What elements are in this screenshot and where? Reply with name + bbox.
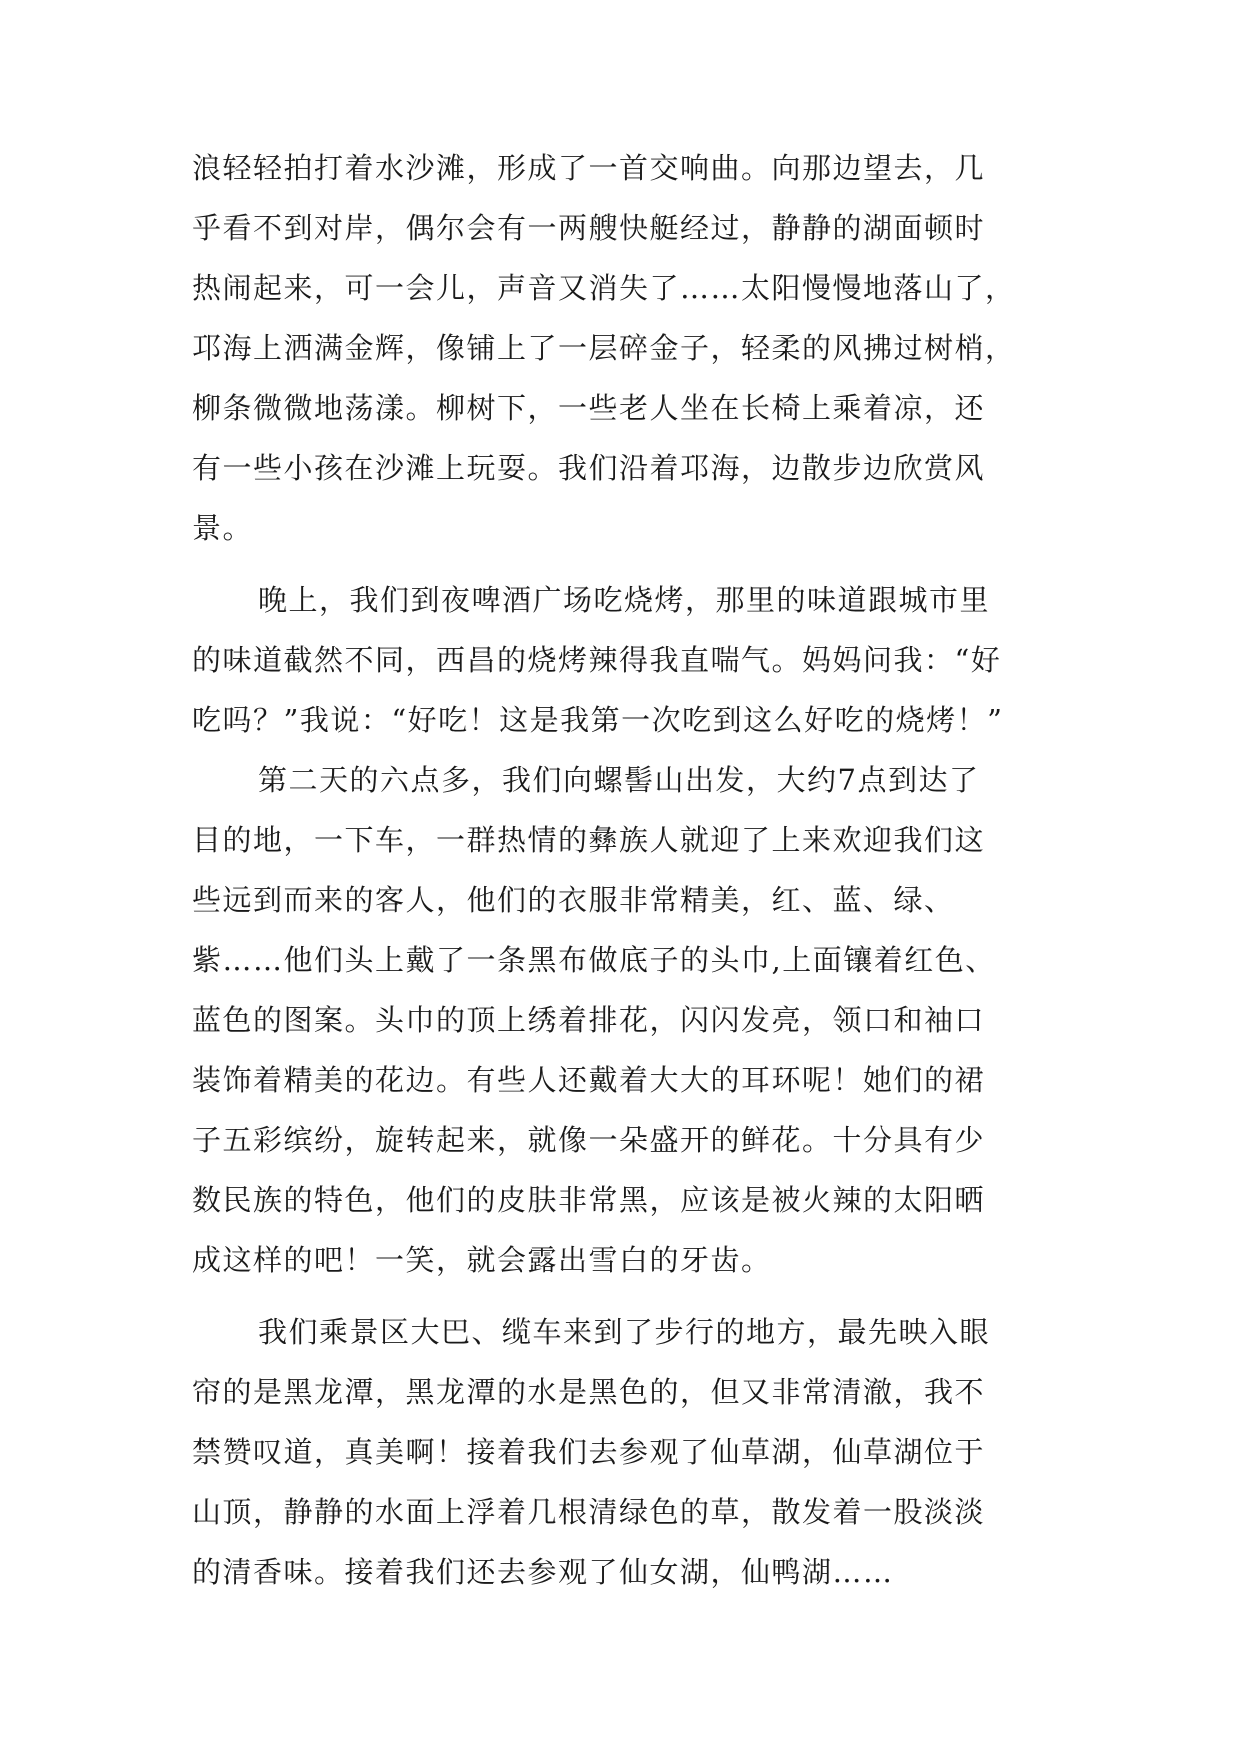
text-line: 禁赞叹道，真美啊！接着我们去参观了仙草湖，仙草湖位于 (192, 1435, 986, 1469)
text-line: 的味道截然不同，西昌的烧烤辣得我直喘气。妈妈问我：“好 (192, 643, 1002, 677)
text-line: 些远到而来的客人，他们的衣服非常精美，红、蓝、绿、 (192, 883, 955, 917)
text-line: 我们乘景区大巴、缆车来到了步行的地方，最先映入眼 (258, 1315, 991, 1349)
text-line: 紫……他们头上戴了一条黑布做底子的头巾,上面镶着红色、 (192, 943, 996, 977)
text-line: 晚上，我们到夜啤酒广场吃烧烤，那里的味道跟城市里 (258, 583, 991, 617)
text-line: 有一些小孩在沙滩上玩耍。我们沿着邛海，边散步边欣赏风 (192, 451, 986, 485)
paragraph-lake-evening (192, 138, 1052, 558)
text-line: 的清香味。接着我们还去参观了仙女湖，仙鸭湖…… (192, 1555, 894, 1589)
paragraph-barbecue (192, 570, 1052, 750)
text-line: 蓝色的图案。头巾的顶上绣着排花，闪闪发亮，领口和袖口 (192, 1003, 986, 1037)
text-line: 热闹起来，可一会儿，声音又消失了……太阳慢慢地落山了， (192, 271, 1016, 305)
text-line: 浪轻轻拍打着水沙滩，形成了一首交响曲。向那边望去，几 (192, 151, 986, 185)
text-line: 子五彩缤纷，旋转起来，就像一朵盛开的鲜花。十分具有少 (192, 1123, 986, 1157)
text-line: 山顶，静静的水面上浮着几根清绿色的草，散发着一股淡淡 (192, 1495, 986, 1529)
text-line: 帘的是黑龙潭，黑龙潭的水是黑色的，但又非常清澈，我不 (192, 1375, 986, 1409)
text-line: 目的地，一下车，一群热情的彝族人就迎了上来欢迎我们这 (192, 823, 986, 857)
paragraph-lakes-visit (192, 1302, 1052, 1602)
text-line: 数民族的特色，他们的皮肤非常黑，应该是被火辣的太阳晒 (192, 1183, 986, 1217)
text-line: 第二天的六点多，我们向螺髻山出发，大约7点到达了 (258, 763, 980, 797)
text-line: 乎看不到对岸，偶尔会有一两艘快艇经过，静静的湖面顿时 (192, 211, 986, 245)
text-line: 装饰着精美的花边。有些人还戴着大大的耳环呢！她们的裙 (192, 1063, 986, 1097)
paragraph-luoji-mountain (192, 750, 1052, 1290)
text-line: 邛海上洒满金辉，像铺上了一层碎金子，轻柔的风拂过树梢， (192, 331, 1016, 365)
text-line: 成这样的吧！一笑，就会露出雪白的牙齿。 (192, 1243, 772, 1277)
text-line: 吃吗？”我说：“好吃！这是我第一次吃到这么好吃的烧烤！” (192, 703, 1004, 737)
text-line: 景。 (192, 511, 254, 545)
text-line: 柳条微微地荡漾。柳树下，一些老人坐在长椅上乘着凉，还 (192, 391, 986, 425)
document-body (192, 138, 1052, 1602)
